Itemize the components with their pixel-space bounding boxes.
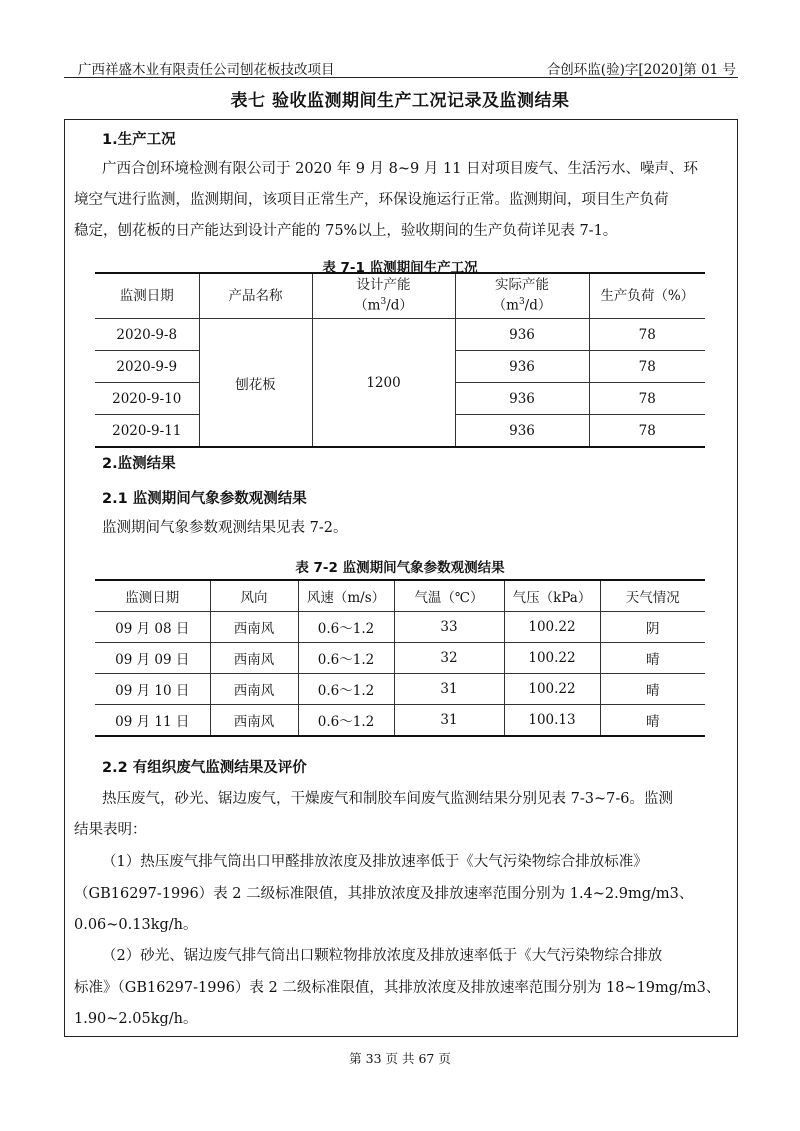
cell-weather: 晴 [600,705,705,737]
header-project-name: 广西祥盛木业有限责任公司刨花板技改项目 [78,62,335,78]
cell-wind-speed: 0.6～1.2 [298,612,394,643]
section2-1-text: 监测期间气象参数观测结果见表 7-2。 [102,520,348,536]
col-header-load: 生产负荷（%） [589,273,705,319]
cell-actual: 936 [455,351,589,383]
design-capacity-unit: $(m^3/d)$ [354,297,413,314]
cell-wind-speed: 0.6～1.2 [298,674,394,705]
table2-caption: 表 7-2 监测期间气象参数观测结果 [295,560,505,576]
cell-wind-direction: 西南风 [210,643,298,674]
cell-load: 78 [589,351,705,383]
cell-temperature: 33 [394,612,504,643]
col-header-pressure: 气压（kPa） [504,580,600,612]
cell-pressure: 100.22 [504,643,600,674]
table-header-row [95,273,705,319]
cell-pressure: 100.22 [504,674,600,705]
cell-date: 09 月 11 日 [95,705,210,737]
actual-capacity-unit: $(m^3/d)$ [492,297,552,314]
cell-actual: 936 [455,319,589,351]
cell-date: 2020-9-11 [95,415,199,448]
header-divider [64,77,738,78]
section2-2-line4: （GB16297-1996）表 2 二级标准限值，其排放浓度及排放速率范围分别为 1.4~2.9mg/m3、 [74,886,694,902]
cell-product: 刨花板 [199,319,312,448]
section2-2-heading: 2.2 有组织废气监测结果及评价 [102,760,307,776]
section2-2-line8: 1.90~2.05kg/h。 [74,1011,198,1027]
section2-2-line6: （2）砂光、锯边废气排气筒出口颗粒物排放浓度及排放速率低于《大气污染物综合排放 [102,948,663,964]
page-title: 表七 验收监测期间生产工况记录及监测结果 [230,91,570,111]
section2-2-line2: 结果表明： [74,822,147,838]
cell-weather: 晴 [600,643,705,674]
header-report-number: 合创环监(验)字[2020]第 01 号 [546,62,736,78]
cell-actual: 936 [455,415,589,448]
cell-load: 78 [589,319,705,351]
weather-table [95,579,705,737]
section2-2-line7: 标准》（GB16297-1996）表 2 二级标准限值，其排放浓度及排放速率范围分别为 18~19mg/m3、 [74,980,721,996]
design-capacity-label: 设计产能 [356,277,411,294]
section2-2-line1: 热压废气，砂光、锯边废气，干燥废气和制胶车间废气监测结果分别见表 7-3~7-6。监测 [102,791,673,807]
table-row [95,319,705,351]
cell-date: 09 月 10 日 [95,674,210,705]
cell-temperature: 32 [394,643,504,674]
col-header-date: 监测日期 [95,580,210,612]
section1-para-line3: 稳定，刨花板的日产能达到设计产能的 75%以上，验收期间的生产负荷详见表 7-1。 [74,223,618,239]
cell-date: 2020-9-8 [95,319,199,351]
cell-weather: 晴 [600,674,705,705]
col-header-wind-speed: 风速（m/s） [298,580,394,612]
cell-load: 78 [589,383,705,415]
actual-capacity-label: 实际产能 [495,277,549,294]
section2-2-line5: 0.06~0.13kg/h。 [74,917,198,933]
table-row [95,643,705,674]
cell-date: 2020-9-9 [95,351,199,383]
cell-design-capacity: 1200 [312,319,455,448]
cell-date: 2020-9-10 [95,383,199,415]
table-row [95,612,705,643]
production-table [95,272,705,448]
page-number: 第 33 页 共 67 页 [349,1051,451,1066]
col-header-temperature: 气温（℃） [394,580,504,612]
section2-1-heading: 2.1 监测期间气象参数观测结果 [102,491,307,507]
col-header-design-capacity [312,273,455,319]
table1-caption: 表 7-1 监测期间生产工况 [322,260,478,276]
table-row [95,705,705,737]
section2-heading: 2.监测结果 [102,456,176,472]
cell-date: 09 月 09 日 [95,643,210,674]
section1-para-line2: 境空气进行监测，监测期间，该项目正常生产，环保设施运行正常。监测期间，项目生产负荷 [74,192,669,208]
cell-wind-speed: 0.6～1.2 [298,643,394,674]
cell-load: 78 [589,415,705,448]
col-header-product: 产品名称 [199,273,312,319]
cell-date: 09 月 08 日 [95,612,210,643]
cell-wind-direction: 西南风 [210,674,298,705]
cell-temperature: 31 [394,705,504,737]
table-header-row [95,580,705,612]
cell-pressure: 100.22 [504,612,600,643]
cell-weather: 阴 [600,612,705,643]
section1-para-line1: 广西合创环境检测有限公司于 2020 年 9 月 8~9 月 11 日对项目废气、生活污水、噪声、环 [102,161,699,177]
cell-pressure: 100.13 [504,705,600,737]
cell-temperature: 31 [394,674,504,705]
col-header-weather: 天气情况 [600,580,705,612]
cell-wind-direction: 西南风 [210,705,298,737]
section2-2-line3: （1）热压废气排气筒出口甲醛排放浓度及排放速率低于《大气污染物综合排放标准》 [102,854,648,870]
cell-wind-speed: 0.6～1.2 [298,705,394,737]
section1-heading: 1.生产工况 [102,132,176,148]
col-header-actual-capacity [455,273,589,319]
col-header-wind-direction: 风向 [210,580,298,612]
col-header-date: 监测日期 [95,273,199,319]
cell-wind-direction: 西南风 [210,612,298,643]
table-row [95,674,705,705]
cell-actual: 936 [455,383,589,415]
